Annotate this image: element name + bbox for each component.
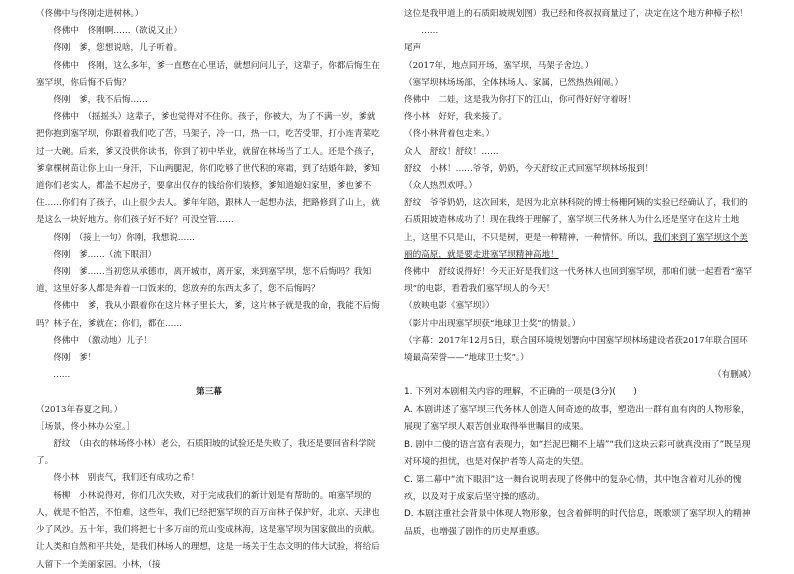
dialogue-line: 佟佛中 佟刚，这么多年，爹一直憋在心里话，就想问问儿子，这辈子，你都后悔生在塞罕坝，你后悔不后悔？ [36, 60, 380, 88]
caption-note: （字幕：2017年12月5日，联合国环境规划署向中国塞罕坝林场建设者获2017年联合国环境最高荣誉——“地球卫士奖”。） [404, 335, 748, 364]
underlined-sentence: 我们来到了塞罕坝这个美丽的高原，就是要走进塞罕坝精神高地！ [404, 232, 748, 260]
stage-direction: （佟小林背着包走来。） [404, 129, 495, 140]
dialogue-line: 佟刚 爹！ [53, 353, 97, 364]
dialogue-line: 佟佛中 二娃，这是我为你打下的江山，你可得好好守着呀！ [404, 95, 637, 106]
act-time: （2013年春夏之间。） [36, 404, 123, 415]
dialogue-text: 舒纹 爷爷奶奶，这次回来，是因为北京林科院的博士杨栅阿姨的实验已经确认了，我们的石质阳坡造林成功了！现在我终于理解了，塞罕坝三代务林人为什么还是坚守在这片土地上，这里不只是山，不只是树，更是一种精神，一种情怀。所以， [404, 198, 748, 243]
epilogue-title: 尾声 [404, 43, 422, 54]
dialogue-line: 佟佛中 爹，我从小跟着你在这片林子里长大，爹，这片林子就是我的命，我能不后悔吗？林子在，爹就在；你们，都在…… [36, 301, 380, 329]
option-a[interactable]: A. 本剧讲述了塞罕坝三代务林人创造人间奇迹的故事，塑造出一群有血有肉的人物形象，展现了塞罕坝人艰苦创业取得举世瞩目的成果。 [404, 404, 750, 433]
dialogue-line: 舒纹 小林！……爷爷，奶奶，今天舒纹正式回塞罕坝林场报到！ [404, 163, 654, 174]
option-c[interactable]: C. 第二幕中“流下眼泪”这一舞台说明表现了佟佛中的复杂心情，其中饱含着对儿孙的愧疚，以及对于成家后坚守操的感动。 [404, 474, 742, 502]
dialogue-line: 这位是我甲道上的石质阳坡规划图）我已经和佟叔叔商量过了，决定在这个地方种樟子松！ [404, 9, 748, 19]
option-b[interactable]: B. 剧中二傻的语言富有表现力，如“拦泥巴糊不上墙”“我们这块云彩可就真没雨了”既呈现对环境的担忧，也是对保护者等人高走的失望。 [404, 439, 751, 468]
dialogue-line: 佟刚 爹……（流下眼泪） [53, 249, 157, 260]
dialogue-line: 佟刚 （接上一句）你刚，我想说…… [53, 232, 195, 243]
dialogue-line: 舒纹 （由衣的林场佟小林）老公，石质阳坡的试验还是失败了，我还是要回省科学院了。 [36, 439, 376, 467]
dialogue-line: 佟小林 好好，我来接了。 [404, 112, 508, 123]
dialogue-line: 佟佛中 舒纹说得好！今天正好是我们这一代务林人也回到塞罕坝，那咱们就一起看看“塞罕坝”的电影，看看我们塞罕坝人的今天！ [404, 267, 753, 295]
stage-direction: （影片中出现塞罕坝获“地球卫士奖”的情景。） [404, 318, 581, 329]
dialogue-line [404, 195, 756, 264]
dialogue-line: 佟刚 爹……当初您从承德市，离开城市，离开家，来到塞罕坝，您不后悔吗？我知道，这里好多人都是奔着一口饭来的，您放弃的东西太多了，您不后悔吗？ [36, 267, 372, 295]
question-stem: 1. 下列对本剧相关内容的理解，不正确的一项是(3分)( ) [404, 387, 637, 398]
dialogue-line: 佟佛中 （摇摇头）这辈子，爹也觉得对不住你。孩子，你被大，为了不满一岁，爹就把你抱到塞罕坝，你跟着我们吃了苦，马架子，冷一口，热一口，吃苦受罪，打小连青菜吃过一大碗。后来，爹又没供你读书，你到了初中毕业，就留在林场当了工人。还是个孩子，爹拿棵树苗让你上山一身汗，下山两腿泥，你们吃够了世代积的寒霜，到了结婚年龄，爹知道你们老实人，都盖不起房子，要拿出仅存的钱给你们装修，爹知道媳妇家里，爹也爹不住……你们有了孩子，山上很少去人。爹年年陪，跟林人一起想办法，把路修到了山上，就是这么一块好地方。你们孩子好不好？可没空管…… [36, 112, 380, 226]
left-column [36, 6, 382, 574]
dialogue-line: 佟刚 爹，我不后悔…… [53, 95, 148, 106]
dialogue-line: 杨柳 小林说得对，你们几次失败，对于完成我们的新计划是有帮助的。咱塞罕坝的人，就是不怕苦，不怕难，这些年，我们已经把塞罕坝的百万亩林子保护好，北京、天津也少了风沙。五十年，我们将把七十多万亩的荒山变成林海，这是塞罕坝为国家做出的贡献。让人类和自然和平共处，是我们林场人的理想，这是一场关于生态文明的伟大试验，将给后人留下一个美丽家园。小林，（接 [36, 490, 380, 570]
ellipsis: …… [53, 370, 71, 381]
stage-direction: （放映电影《塞罕坝》） [404, 301, 495, 312]
option-d[interactable]: D. 本剧注重社会背景中体现人物形象，包含着鲜明的时代信息，既歌颂了塞罕坝人的精神品质，也增强了剧作的历史厚重感。 [404, 509, 751, 537]
dialogue-line: 众人 舒纹！舒纹！…… [404, 146, 499, 157]
right-column [404, 6, 756, 541]
stage-direction: （2017年，地点同开场，塞罕坝，马架子舍边。） [404, 60, 594, 71]
ellipsis: …… [421, 26, 439, 37]
source-note: （有删减） [713, 370, 756, 381]
stage-direction: （众人热烈欢呼。） [404, 181, 478, 192]
dialogue-line: 佟小林 别丧气，我们还有成功之希！ [53, 473, 200, 484]
stage-direction: （塞罕坝林场场部，全体林场人、家属，已然热热闹闹。） [404, 77, 624, 88]
act-scene: ［场景，佟小林办公室。］ [36, 421, 135, 432]
dialogue-line: 佟佛中 （激动地）儿子！ [53, 335, 153, 346]
dialogue-line: 佟刚 爹，您想说啥，儿子听着。 [53, 43, 183, 54]
act-title: 第三幕 [196, 387, 222, 398]
dialogue-line: 佟佛中 佟刚啊……（欲说又止） [53, 26, 183, 37]
stage-direction: （佟佛中与佟刚走进树林。） [36, 9, 144, 19]
